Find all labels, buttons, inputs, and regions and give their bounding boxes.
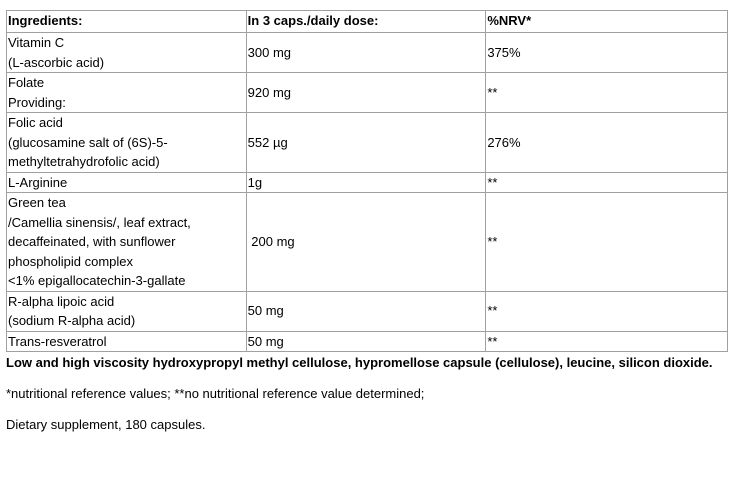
dose-cell: 920 mg — [246, 73, 486, 113]
nrv-cell: 276% — [486, 113, 728, 173]
header-daily-dose: In 3 caps./daily dose: — [246, 11, 486, 33]
dose-cell: 552 µg — [246, 113, 486, 173]
ingredient-line: decaffeinated, with sunflower — [8, 234, 176, 249]
ingredient-line: L-Arginine — [8, 174, 68, 190]
dose-cell: 1g — [246, 172, 486, 193]
ingredient-line: /Camellia sinensis/, leaf extract, — [8, 214, 191, 230]
ingredient-line: (glucosamine salt of (6S)-5- — [8, 134, 168, 150]
dose-cell: 300 mg — [246, 33, 486, 73]
nrv-cell: ** — [486, 291, 728, 331]
ingredient-line: <1% epigallocatechin-3-gallate — [8, 273, 186, 288]
ingredient-line: Trans-resveratrol — [8, 333, 107, 349]
table-row — [7, 331, 728, 352]
nrv-cell: 375% — [486, 33, 728, 73]
table-header-row — [7, 11, 728, 33]
ingredient-name-cell — [7, 291, 247, 331]
ingredient-name-cell — [7, 172, 247, 193]
table-row — [7, 172, 728, 193]
ingredient-line: Folate — [8, 75, 45, 90]
ingredient-line: Vitamin C — [8, 35, 65, 50]
ingredient-name-cell — [7, 193, 247, 292]
ingredient-line: Green tea — [8, 195, 66, 210]
dose-cell: 200 mg — [246, 193, 486, 292]
footnote: *nutritional reference values; **no nutritional reference value determined; — [6, 386, 425, 401]
table-row — [7, 193, 728, 292]
ingredient-line: (L-ascorbic acid) — [8, 54, 105, 70]
other-ingredients: Low and high viscosity hydroxypropyl methyl cellulose, hypromellose capsule (cellulose), leucine, silicon dioxide. — [6, 355, 713, 370]
ingredients-table — [6, 10, 728, 352]
table-row — [7, 113, 728, 173]
nrv-cell: ** — [486, 73, 728, 113]
product-note: Dietary supplement, 180 capsules. — [6, 417, 206, 432]
dose-cell: 50 mg — [246, 291, 486, 331]
ingredient-line: methyltetrahydrofolic acid) — [8, 154, 160, 169]
header-nrv: %NRV* — [486, 11, 728, 33]
table-row — [7, 33, 728, 73]
nrv-cell: ** — [486, 172, 728, 193]
table-row — [7, 73, 728, 113]
ingredient-line: (sodium R-alpha acid) — [8, 313, 136, 328]
ingredient-name-cell — [7, 33, 247, 73]
ingredient-line: Folic acid — [8, 115, 63, 130]
ingredient-line: Providing: — [8, 94, 66, 110]
ingredient-name-cell — [7, 73, 247, 113]
ingredient-name-cell — [7, 331, 247, 352]
header-ingredients: Ingredients: — [7, 11, 247, 33]
nrv-cell: ** — [486, 331, 728, 352]
ingredient-line: phospholipid complex — [8, 253, 134, 269]
ingredient-name-cell — [7, 113, 247, 173]
ingredient-line: R-alpha lipoic acid — [8, 293, 115, 309]
table-row — [7, 291, 728, 331]
dose-cell: 50 mg — [246, 331, 486, 352]
nrv-cell: ** — [486, 193, 728, 292]
